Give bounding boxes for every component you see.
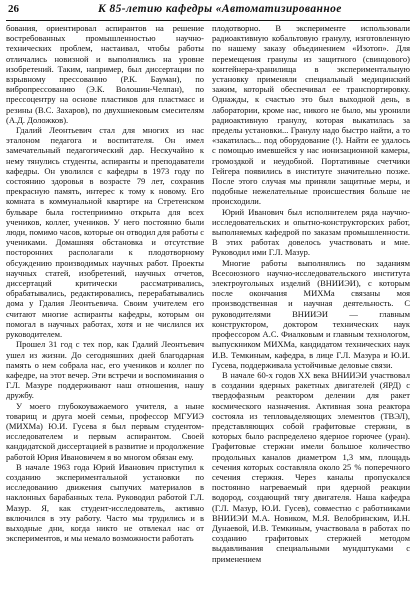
- paragraph: Прошел 31 год с тех пор, как Гдалий Леонтьевич ушел из жизни. До сегодняшних дней благодарная память о нем собрала нас, его учеников и коллег по кафедре, на этот вечер. Эти встречи и воспоминания о Г.Л. Мазуре поддерживают наш отношения, нашу дружбу.: [6, 339, 204, 401]
- header-rule: [6, 20, 410, 21]
- right-column: [212, 23, 410, 595]
- paragraph: бования, ориентировал аспирантов на решение востребованных промышленностью научно-технических проблем, настаивал, чтобы работы отличались новизной и выполнялись на уровне изобретений. Таким, например, был диссертации по взрывному прессованию (Р.К. Бауман), по вибропрессованию (Э.К. Волошин-Челпан), по прессоцентру на основе пластиков для пластмасс и резины (В.С. Захаров), по двухшнековым смесителям (А.Д. Доложков).: [6, 23, 204, 125]
- paragraph: Юрий Иванович был исполнителем ряда научно-исследовательских и опытно-конструкторских работ, выполняемых кафедрой по заказам промышленности. В этих работах довелось участвовать и мне. Руководил ими Г.Л. Мазур.: [212, 206, 410, 258]
- page-number: 26: [8, 3, 19, 15]
- left-column: [6, 23, 204, 595]
- paragraph: Многие работы выполнялись по заданиям Всесоюзного научно-исследовательского института электроугольных изделий (ВНИИЭИ), с которым после окончания МИХМа связаны моя производственная и научная деятельность. С руководителями ВНИИЭИ — главным конструктором, доктором технических наук профессором А.С. Фиалковым и главным технологом, выпускником МИХМа, кандидатом технических наук И.В. Темкиным, кафедра, в лице Г.Л. Мазура и Ю.И. Гусева, поддерживала устойчивые деловые связи.: [212, 257, 410, 370]
- paragraph: плодотворно. В эксперименте использовали радиоактивную кобальтовую гранулу, изготовленную по нашему заказу объединением «Изотоп». Для перемещения гранулы из защитного (свинцового) контейнера-хранилища в экспериментальную установку применяли специальный медицинский зажим, который обеспечивал ее транспортировку. Однажды, к счастью это был выходной день, в лаборатории, кроме нас, никого не было, мы уронили радиоактивную гранулу, которая выкатилась за пределы установки... Гранулу надо быстро найти, а то «закатилась... под оборудование (!). Найти ее удалось с помощью имевшейся у нас ионизационной камеры, громоздкой и неудобной. Портативные счетчики Гейгера появились в институте значительно позже. После этого случая мы приняли защитные меры, и подобные нежелательные происшествия больше не происходили.: [212, 23, 410, 207]
- paragraph: В начале 60-х годов XX века ВНИИЭИ участвовал в создании ядерных ракетных двигателей (ЯРД) с твердофазным реактором делении для ракет космического назначения. Активная зона реактора состояла из тепловыделяющих элементов (ТВЭЛ), представляющих собой графитовые стержни, в которых было распределено ядерное горючее (уран). Графитовые стержни имели большое количество продольных каналов диаметром 1,3 мм, площадь сечения которых составляла около 25 % поперечного сечения стержня. Через каналы пропускался постоянно нагреваемый при ядерной реакции водород, создающий тягу двигателя. Наша кафедра (Г.Л. Мазур, Ю.И. Гусев), совместно с работниками ВНИИЭИ М.А. Новиком, М.Я. Велобринским, И.Н. Дунаевой, И.В. Темкиным, участвовала в работах по созданию графитовых стержней методом выдавливания специальными мундштуками с применением: [212, 369, 410, 564]
- running-title: К 85-летию кафедры «Автоматизированное: [98, 3, 342, 15]
- paragraph: В начале 1963 года Юрий Иванович приступил к созданию экспериментальной установки по исследованию движения сыпучих материалов в наклонных барабанных тела. Руководил работой Г.Л. Мазур. Я, как студент-исследователь, активно включился в эту работу. Часто мы трудились и в выходные дни, когда никто не отвлекал нас от экспериментов, и мы немало возможности работать: [6, 461, 204, 544]
- paragraph: Гдалий Леонтьевич стал для многих из нас эталоном педагога и воспитателя. Он имел замечательный педагогический дар. Нескучайно к нему тянулись студенты, аспиранты и преподаватели кафедры. Он уволился с кафедры в 1973 году по состоянию здоровья в возрасте 79 лет, сохранив прекрасную память, интерес к тому к новому. Его комната в коммунальной квартире на Стретенском бульваре была гостеприимно открыта для всех учеников, коллег, учеников. У него постоянно были люди, помимо часов, которые он отводил для работы с учениками. Домашняя обстановка и отсутствие посторонних располагали к плодотворному обсуждению производимых научных работ. Проекты научных статей, изобретений, научных отчетов, диссертаций критически рассматривались, обрабатывались, редактировались, перерабатывались дома у Гдалия Леонтьевича. Своим учителем его считают многие аспиранты кафедры, которым он помогал в научных работах, хотя и не числился их руководителем.: [6, 125, 204, 340]
- paragraph: У моего глубокоуважаемого учителя, а ныне товарищ и друга моей семьи, профессор МГУИЭ (МИХМа) Ю.И. Гусева я был первым студентом-исследователем и первым аспирантом. Своей кандидатской диссертацией в развитие и продолжение работой Юрия Ивановичем я во многом обязан ему.: [6, 400, 204, 462]
